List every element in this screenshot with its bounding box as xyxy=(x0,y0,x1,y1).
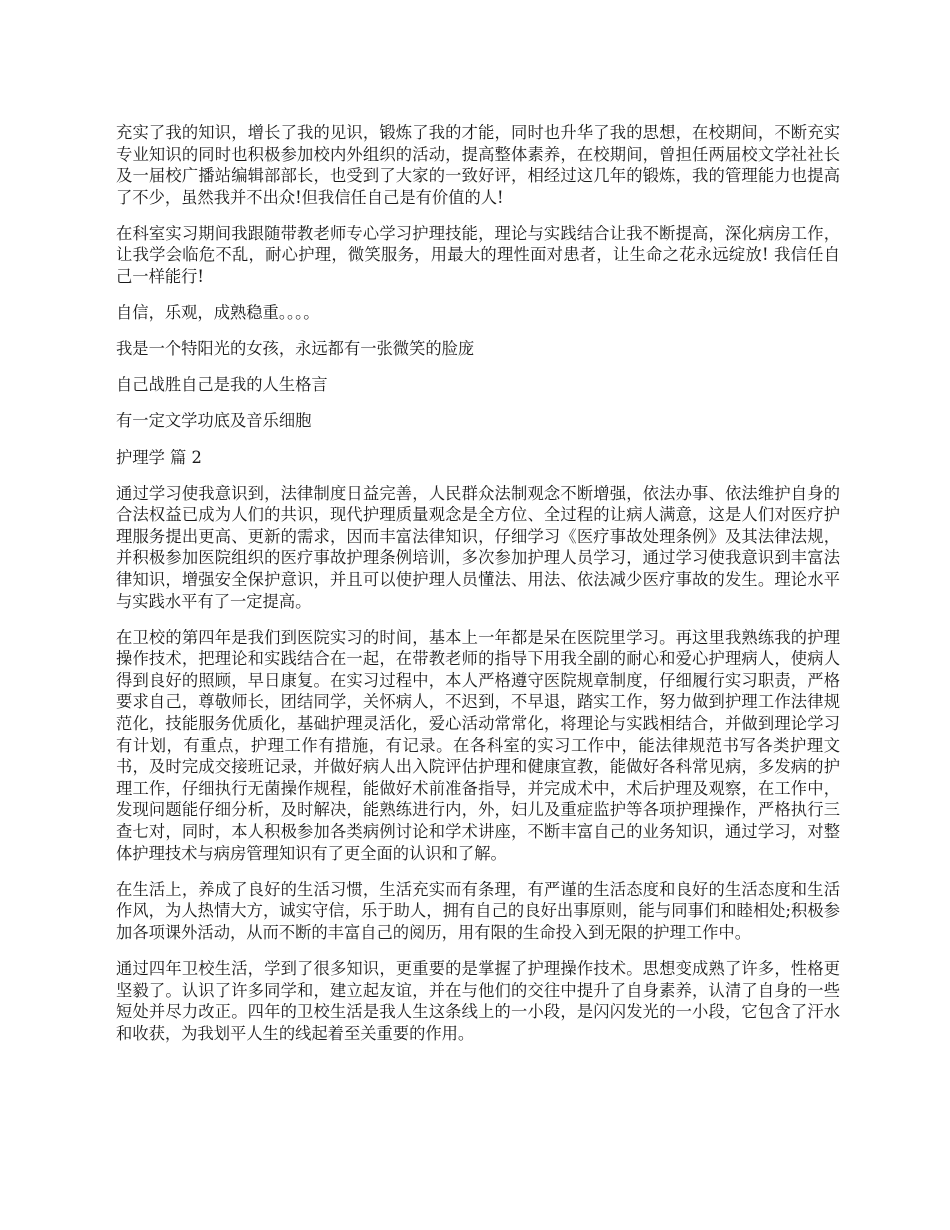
paragraph-3: 自信，乐观，成熟稳重。。。。 xyxy=(116,303,320,323)
document-body xyxy=(116,122,840,1059)
paragraph-10: 通过四年卫校生活，学到了很多知识，更重要的是掌握了护理操作技术。思想变成熟了许多，性格更坚毅了。认识了许多同学和，建立起友谊，并在与他们的交往中提升了自身素养，认清了自身的一些短处并尽力改正。四年的卫校生活是我人生这条线上的一小段，是闪闪发光的一小段，它包含了汗水和收获，为我划平人生的线起着至关重要的作用。 xyxy=(116,959,840,1043)
paragraph-4: 我是一个特阳光的女孩，永远都有一张微笑的脸庞 xyxy=(116,339,475,359)
paragraph-1: 充实了我的知识，增长了我的见识，锻炼了我的才能，同时也升华了我的思想，在校期间，不断充实专业知识的同时也积极参加校内外组织的活动，提高整体素养，在校期间，曾担任两届校文学社社长及一届校广播站编辑部部长，也受到了大家的一致好评，相经过这几年的锻炼，我的管理能力也提高了不少，虽然我并不出众!但我信任自己是有价值的人! xyxy=(116,123,840,207)
section-heading: 护理学 篇 2 xyxy=(116,447,202,467)
paragraph-2: 在科室实习期间我跟随带教老师专心学习护理技能，理论与实践结合让我不断提高，深化病房工作，让我学会临危不乱，耐心护理，微笑服务，用最大的理性面对患者，让生命之花永远绽放! 我信任自己一样能行! xyxy=(116,223,840,287)
paragraph-6: 有一定文学功底及音乐细胞 xyxy=(116,411,312,431)
paragraph-9: 在生活上，养成了良好的生活习惯，生活充实而有条理，有严谨的生活态度和良好的生活态度和生活作风，为人热情大方，诚实守信，乐于助人，拥有自己的良好出事原则，能与同事们和睦相处;积极参加各项课外活动，从而不断的丰富自己的阅历，用有限的生命投入到无限的护理工作中。 xyxy=(116,879,840,942)
paragraph-7: 通过学习使我意识到，法律制度日益完善，人民群众法制观念不断增强，依法办事、依法维护自身的合法权益已成为人们的共识，现代护理质量观念是全方位、全过程的让病人满意，这是人们对医疗护理服务提出更高、更新的需求，因而丰富法律知识，仔细学习《医疗事故处理条例》及其法律法规，并积极参加医院组织的医疗事故护理条例培训，多次参加护理人员学习，通过学习使我意识到丰富法律知识，增强安全保护意识，并且可以使护理人员懂法、用法、依法减少医疗事故的发生。理论水平与实践水平有了一定提高。 xyxy=(116,483,840,611)
paragraph-5: 自己战胜自己是我的人生格言 xyxy=(116,375,328,395)
paragraph-8: 在卫校的第四年是我们到医院实习的时间，基本上一年都是呆在医院里学习。再这里我熟练我的护理操作技术，把理论和实践结合在一起，在带教老师的指导下用我全副的耐心和爱心护理病人，使病人得到良好的照顾，早日康复。在实习过程中，本人严格遵守医院规章制度，仔细履行实习职责，严格要求自己，尊敬师长，团结同学，关怀病人，不迟到，不早退，踏实工作，努力做到护理工作法律规范化，技能服务优质化，基础护理灵活化，爱心活动常常化，将理论与实践相结合，并做到理论学习有计划，有重点，护理工作有措施，有记录。在各科室的实习工作中，能法律规范书写各类护理文书，及时完成交接班记录，并做好病人出入院评估护理和健康宣教，能做好各科常见病，多发病的护理工作，仔细执行无菌操作规程，能做好术前准备指导，并完成术中，术后护理及观察，在工作中，发现问题能仔细分析，及时解决，能熟练进行内，外，妇儿及重症监护等各项护理操作，严格执行三查七对，同时，本人积极参加各类病例讨论和学术讲座，不断丰富自己的业务知识，通过学习，对整体护理技术与病房管理知识有了更全面的认识和了解。 xyxy=(116,627,840,863)
